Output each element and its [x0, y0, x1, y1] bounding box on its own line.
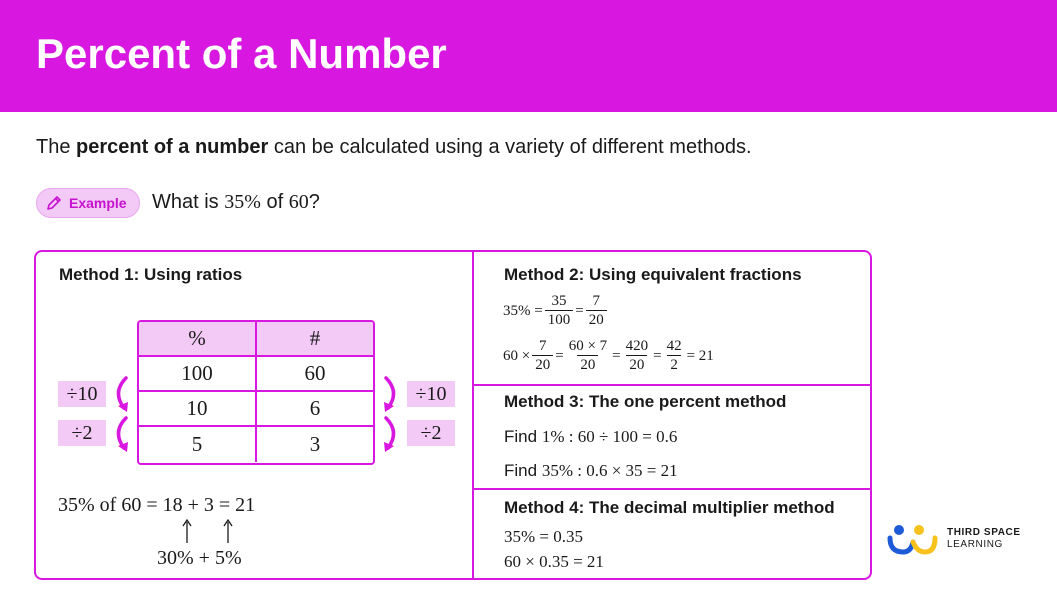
panel-divider-2	[473, 488, 871, 490]
frac-den: 20	[577, 355, 598, 375]
method2-title: Method 2: Using equivalent fractions	[504, 265, 802, 284]
up-arrow-icon	[181, 518, 193, 544]
question-mid: of	[260, 191, 289, 213]
method4-title: Method 4: The decimal multiplier method	[504, 498, 835, 517]
find-value: 35%	[541, 461, 573, 480]
intro-text	[36, 136, 752, 159]
table-cell: 3	[309, 432, 321, 456]
op-right-2: ÷2	[407, 420, 455, 446]
logo-text	[947, 527, 1021, 551]
curved-arrow-icon	[108, 374, 134, 416]
frac-den: 20	[532, 355, 553, 375]
table-header-row	[139, 322, 373, 357]
example-label: Example	[69, 195, 127, 211]
logo-line2: LEARNING	[947, 539, 1003, 550]
equals-sign: =	[653, 347, 662, 364]
frac-den: 20	[626, 355, 647, 375]
table-cell: 60	[304, 361, 326, 385]
fraction	[623, 337, 652, 375]
intro-before: The	[36, 136, 77, 158]
header-number: #	[309, 326, 321, 350]
method2-line1	[503, 292, 609, 330]
table-row	[139, 357, 373, 392]
fraction	[566, 337, 610, 375]
intro-bold: percent of a number	[76, 136, 269, 158]
find-expression: : 0.6 × 35 = 21	[572, 461, 678, 480]
method2-line2	[503, 337, 714, 375]
fraction	[545, 292, 574, 330]
example-question	[152, 191, 320, 214]
frac-den: 20	[586, 310, 607, 330]
op-left-1: ÷10	[58, 381, 106, 407]
method1-breakdown: 30% + 5%	[157, 547, 242, 569]
find-value: 1%	[541, 427, 565, 446]
ratio-table	[137, 320, 375, 465]
equals-sign: =	[612, 347, 621, 364]
table-cell: 100	[139, 357, 257, 390]
frac-num: 35	[551, 293, 567, 309]
frac-den: 2	[667, 355, 681, 375]
frac-num: 420	[625, 338, 649, 354]
frac-num: 60 × 7	[568, 338, 608, 354]
panel-divider-vertical	[472, 250, 474, 580]
method1-title: Method 1: Using ratios	[59, 265, 243, 284]
curved-arrow-icon	[378, 414, 404, 456]
table-row	[139, 392, 373, 427]
question-prefix: What is	[152, 191, 225, 213]
question-number: 60	[288, 191, 309, 213]
method3-title: Method 3: The one percent method	[504, 392, 787, 411]
panel-divider-1	[473, 384, 871, 386]
curved-arrow-icon	[108, 414, 134, 456]
logo-line1: THIRD SPACE	[947, 527, 1021, 538]
table-cell: 10	[139, 392, 257, 425]
find-label: Find	[504, 427, 538, 446]
method4-line2: 60 × 0.35 = 21	[504, 552, 604, 571]
up-arrow-icon	[222, 518, 234, 544]
method4-line1: 35% = 0.35	[504, 527, 583, 546]
curved-arrow-icon	[378, 374, 404, 416]
method3-line1	[504, 427, 677, 447]
fraction	[664, 337, 685, 375]
method1-equation: 35% of 60 = 18 + 3 = 21	[58, 494, 256, 516]
header-percent: %	[139, 322, 257, 355]
frac-den: 100	[545, 310, 574, 330]
pencil-icon	[45, 194, 63, 212]
logo-icon	[887, 522, 941, 556]
find-label: Find	[504, 461, 538, 480]
frac-num: 7	[538, 338, 547, 354]
frac-num: 7	[592, 293, 600, 309]
find-expression: : 60 ÷ 100 = 0.6	[564, 427, 678, 446]
equals-sign: =	[555, 347, 564, 364]
example-badge	[36, 188, 140, 218]
title-banner	[0, 0, 1057, 112]
fraction	[532, 337, 553, 375]
question-end: ?	[308, 191, 320, 213]
third-space-learning-logo	[887, 522, 1021, 556]
method3-line2	[504, 461, 678, 481]
question-percent: 35%	[224, 191, 261, 213]
m2-l1-lhs: 35% =	[503, 302, 543, 319]
intro-after: can be calculated using a variety of different methods.	[268, 136, 752, 158]
table-cell: 5	[139, 427, 257, 462]
page-title: Percent of a Number	[36, 30, 447, 77]
equals-sign: =	[575, 302, 584, 319]
frac-num: 42	[666, 338, 682, 354]
table-cell: 6	[309, 396, 321, 420]
m2-result: = 21	[686, 347, 714, 364]
table-row	[139, 427, 373, 462]
op-right-1: ÷10	[407, 381, 455, 407]
fraction	[586, 292, 607, 330]
op-left-2: ÷2	[58, 420, 106, 446]
m2-l2-lhs: 60 ×	[503, 347, 531, 364]
